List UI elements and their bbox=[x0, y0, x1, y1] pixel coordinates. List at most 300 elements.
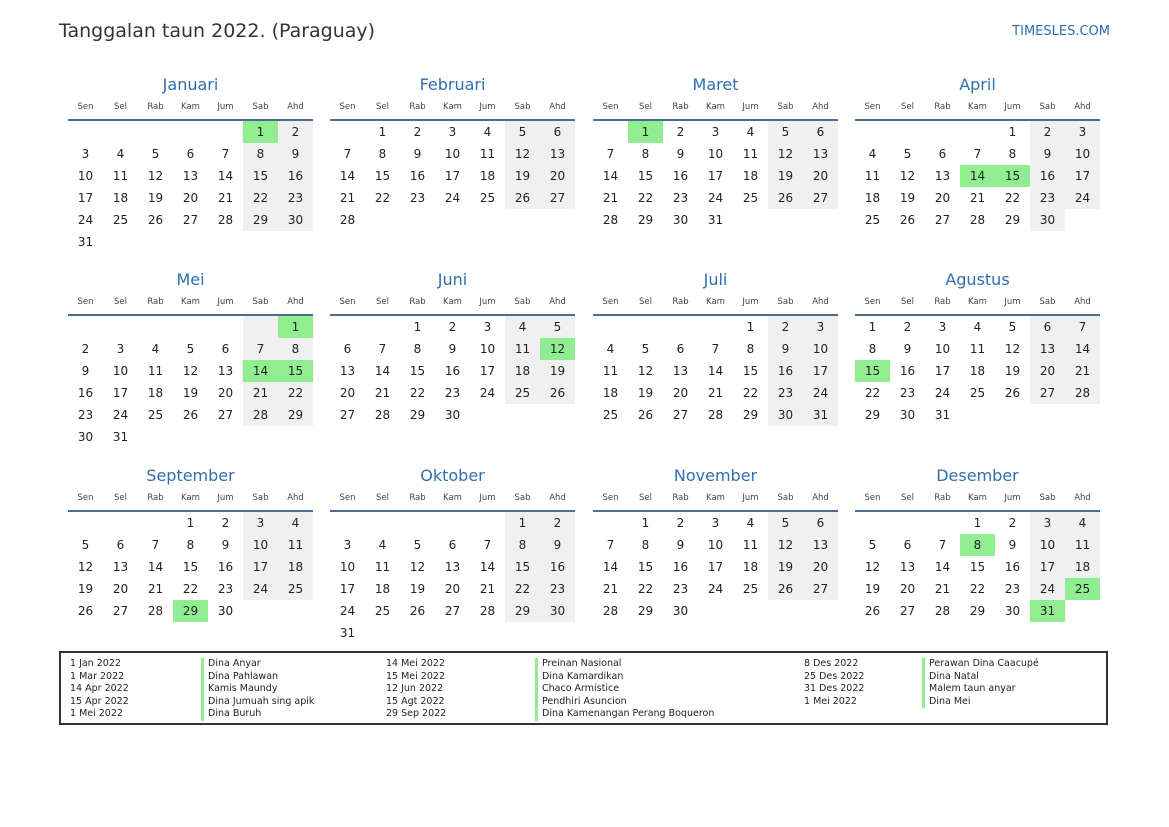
day-grid bbox=[330, 512, 575, 644]
month-name: April bbox=[959, 75, 996, 94]
weekday-label: Sen bbox=[339, 102, 356, 112]
month-mei bbox=[68, 268, 313, 448]
empty-cell bbox=[435, 512, 470, 534]
month-name: Mei bbox=[176, 270, 205, 289]
day-cell: 17 bbox=[934, 364, 951, 378]
weekend-cell: 28 bbox=[1065, 382, 1100, 404]
weekend-cell: 3 bbox=[1030, 512, 1065, 534]
day-cell: 27 bbox=[112, 604, 129, 618]
day-cell: 15 bbox=[969, 560, 986, 574]
day-grid bbox=[330, 121, 575, 231]
day-cell: 29 bbox=[409, 408, 426, 422]
day-cell: 13 bbox=[182, 169, 199, 183]
holiday-legend bbox=[59, 651, 1108, 725]
weekday-label: Ahd bbox=[549, 493, 566, 503]
day-cell: 20 bbox=[672, 386, 689, 400]
day-cell: 14 bbox=[602, 169, 619, 183]
weekday-label: Rab bbox=[147, 493, 164, 503]
weekend-cell: 24 bbox=[803, 382, 838, 404]
day-cell: 22 bbox=[637, 582, 654, 596]
day-cell: 6 bbox=[676, 342, 685, 356]
day-cell: 12 bbox=[1004, 342, 1021, 356]
day-cell: 19 bbox=[147, 191, 164, 205]
holiday-cell: 12 bbox=[540, 338, 575, 360]
day-cell: 15 bbox=[409, 364, 426, 378]
empty-cell bbox=[628, 316, 663, 338]
weekend-cell: 28 bbox=[243, 404, 278, 426]
weekend-cell: 21 bbox=[243, 382, 278, 404]
weekend-cell: 2 bbox=[540, 512, 575, 534]
weekday-label: Sen bbox=[864, 493, 881, 503]
day-cell: 29 bbox=[637, 213, 654, 227]
empty-cell bbox=[173, 121, 208, 143]
legend-dates-col-2 bbox=[386, 658, 446, 721]
empty-cell bbox=[103, 316, 138, 338]
weekend-cell: 7 bbox=[1065, 316, 1100, 338]
day-cell: 25 bbox=[742, 191, 759, 205]
day-cell: 30 bbox=[1004, 604, 1021, 618]
day-cell: 21 bbox=[934, 582, 951, 596]
day-cell: 31 bbox=[77, 235, 94, 249]
day-cell: 19 bbox=[899, 191, 916, 205]
weekend-cell: 23 bbox=[768, 382, 803, 404]
empty-cell bbox=[68, 316, 103, 338]
day-cell: 27 bbox=[217, 408, 234, 422]
day-cell: 29 bbox=[637, 604, 654, 618]
day-cell: 18 bbox=[742, 169, 759, 183]
day-cell: 12 bbox=[182, 364, 199, 378]
weekend-cell: 22 bbox=[278, 382, 313, 404]
day-cell: 9 bbox=[903, 342, 912, 356]
weekday-label: Kam bbox=[443, 297, 462, 307]
day-cell: 8 bbox=[378, 147, 387, 161]
weekend-cell: 14 bbox=[1065, 338, 1100, 360]
day-cell: 18 bbox=[864, 191, 881, 205]
weekend-cell: 9 bbox=[1030, 143, 1065, 165]
holiday-cell: 15 bbox=[855, 360, 890, 382]
day-cell: 29 bbox=[969, 604, 986, 618]
weekday-label: Rab bbox=[934, 493, 951, 503]
holiday-cell: 25 bbox=[1065, 578, 1100, 600]
day-cell: 5 bbox=[903, 147, 912, 161]
weekday-label: Sel bbox=[114, 102, 127, 112]
weekday-label: Sab bbox=[777, 493, 794, 503]
day-cell: 10 bbox=[707, 147, 724, 161]
day-cell: 3 bbox=[448, 125, 457, 139]
weekday-label: Sen bbox=[602, 493, 619, 503]
day-cell: 24 bbox=[112, 408, 129, 422]
day-cell: 23 bbox=[77, 408, 94, 422]
weekend-cell: 27 bbox=[540, 187, 575, 209]
weekend-cell: 12 bbox=[768, 143, 803, 165]
day-cell: 9 bbox=[413, 147, 422, 161]
weekend-cell: 3 bbox=[803, 316, 838, 338]
weekday-label: Kam bbox=[706, 297, 725, 307]
empty-cell bbox=[330, 316, 365, 338]
legend-date: 1 Mei 2022 bbox=[804, 695, 857, 707]
day-cell: 1 bbox=[746, 320, 755, 334]
day-cell: 22 bbox=[637, 191, 654, 205]
legend-holiday-name: Chaco Armistice bbox=[535, 683, 714, 696]
day-cell: 14 bbox=[374, 364, 391, 378]
day-cell: 19 bbox=[182, 386, 199, 400]
day-cell: 15 bbox=[637, 169, 654, 183]
day-cell: 5 bbox=[151, 147, 160, 161]
day-cell: 16 bbox=[409, 169, 426, 183]
day-cell: 28 bbox=[339, 213, 356, 227]
day-cell: 22 bbox=[374, 191, 391, 205]
weekend-cell: 5 bbox=[505, 121, 540, 143]
day-cell: 24 bbox=[934, 386, 951, 400]
weekday-label: Sen bbox=[602, 297, 619, 307]
day-cell: 6 bbox=[343, 342, 352, 356]
weekend-cell: 7 bbox=[243, 338, 278, 360]
day-cell: 3 bbox=[483, 320, 492, 334]
weekday-label: Sen bbox=[864, 297, 881, 307]
holiday-cell: 14 bbox=[243, 360, 278, 382]
weekday-label: Kam bbox=[706, 102, 725, 112]
legend-names-col-2 bbox=[535, 658, 714, 721]
day-cell: 8 bbox=[641, 147, 650, 161]
day-cell: 24 bbox=[707, 582, 724, 596]
day-cell: 28 bbox=[374, 408, 391, 422]
legend-holiday-name: Pendhiri Asuncion bbox=[535, 696, 714, 709]
day-cell: 16 bbox=[899, 364, 916, 378]
day-cell: 20 bbox=[339, 386, 356, 400]
weekday-label: Rab bbox=[672, 297, 689, 307]
day-cell: 14 bbox=[147, 560, 164, 574]
day-cell: 29 bbox=[1004, 213, 1021, 227]
weekday-header bbox=[593, 488, 838, 508]
day-cell: 18 bbox=[479, 169, 496, 183]
day-cell: 28 bbox=[602, 604, 619, 618]
weekend-cell: 25 bbox=[505, 382, 540, 404]
weekend-cell: 12 bbox=[505, 143, 540, 165]
day-cell: 30 bbox=[672, 604, 689, 618]
day-cell: 13 bbox=[112, 560, 129, 574]
weekend-cell: 11 bbox=[278, 534, 313, 556]
legend-date: 1 Mei 2022 bbox=[70, 708, 123, 720]
day-cell: 14 bbox=[339, 169, 356, 183]
weekend-cell: 26 bbox=[768, 578, 803, 600]
weekday-label: Kam bbox=[181, 493, 200, 503]
day-cell: 23 bbox=[409, 191, 426, 205]
day-cell: 17 bbox=[339, 582, 356, 596]
day-cell: 1 bbox=[1008, 125, 1017, 139]
day-cell: 13 bbox=[672, 364, 689, 378]
weekend-cell: 8 bbox=[243, 143, 278, 165]
day-cell: 27 bbox=[339, 408, 356, 422]
day-cell: 14 bbox=[602, 560, 619, 574]
day-cell: 17 bbox=[444, 169, 461, 183]
weekday-label: Rab bbox=[934, 297, 951, 307]
weekday-label: Sen bbox=[77, 297, 94, 307]
day-cell: 20 bbox=[217, 386, 234, 400]
day-cell: 7 bbox=[483, 538, 492, 552]
month-name: Oktober bbox=[420, 466, 485, 485]
day-cell: 19 bbox=[864, 582, 881, 596]
day-cell: 7 bbox=[938, 538, 947, 552]
day-cell: 1 bbox=[868, 320, 877, 334]
weekday-label: Ahd bbox=[812, 297, 829, 307]
weekend-cell: 12 bbox=[768, 534, 803, 556]
weekend-cell: 6 bbox=[803, 121, 838, 143]
day-cell: 18 bbox=[602, 386, 619, 400]
day-cell: 6 bbox=[186, 147, 195, 161]
weekend-cell: 23 bbox=[278, 187, 313, 209]
day-cell: 13 bbox=[444, 560, 461, 574]
day-grid bbox=[68, 121, 313, 253]
day-cell: 26 bbox=[77, 604, 94, 618]
day-cell: 5 bbox=[186, 342, 195, 356]
day-cell: 1 bbox=[186, 516, 195, 530]
holiday-cell: 15 bbox=[278, 360, 313, 382]
day-cell: 26 bbox=[864, 604, 881, 618]
month-april bbox=[855, 73, 1100, 231]
day-cell: 30 bbox=[444, 408, 461, 422]
weekday-header bbox=[330, 488, 575, 508]
day-cell: 16 bbox=[217, 560, 234, 574]
empty-cell bbox=[243, 316, 278, 338]
empty-cell bbox=[138, 512, 173, 534]
legend-holiday-name: Dina Natal bbox=[922, 671, 1039, 684]
empty-cell bbox=[925, 512, 960, 534]
weekend-cell: 6 bbox=[1030, 316, 1065, 338]
day-cell: 11 bbox=[112, 169, 129, 183]
day-cell: 12 bbox=[77, 560, 94, 574]
weekday-label: Jum bbox=[1004, 493, 1021, 503]
legend-date: 15 Agt 2022 bbox=[386, 695, 445, 707]
holiday-cell: 15 bbox=[995, 165, 1030, 187]
day-cell: 10 bbox=[444, 147, 461, 161]
day-cell: 5 bbox=[1008, 320, 1017, 334]
day-cell: 21 bbox=[602, 582, 619, 596]
day-cell: 6 bbox=[221, 342, 230, 356]
day-cell: 18 bbox=[112, 191, 129, 205]
weekday-label: Sen bbox=[339, 493, 356, 503]
day-cell: 17 bbox=[707, 560, 724, 574]
day-cell: 19 bbox=[1004, 364, 1021, 378]
month-name: Januari bbox=[162, 75, 219, 94]
weekday-header bbox=[330, 292, 575, 312]
weekday-label: Rab bbox=[672, 102, 689, 112]
day-cell: 17 bbox=[479, 364, 496, 378]
day-grid bbox=[68, 316, 313, 448]
day-grid bbox=[330, 316, 575, 426]
holiday-cell: 1 bbox=[243, 121, 278, 143]
day-cell: 19 bbox=[77, 582, 94, 596]
day-cell: 18 bbox=[147, 386, 164, 400]
empty-cell bbox=[400, 512, 435, 534]
page-title: Tanggalan taun 2022. (Paraguay) bbox=[59, 20, 376, 42]
empty-cell bbox=[173, 316, 208, 338]
weekday-header bbox=[68, 292, 313, 312]
day-cell: 26 bbox=[899, 213, 916, 227]
empty-cell bbox=[365, 512, 400, 534]
empty-cell bbox=[855, 512, 890, 534]
day-cell: 11 bbox=[742, 538, 759, 552]
weekday-label: Jum bbox=[742, 102, 759, 112]
day-cell: 26 bbox=[1004, 386, 1021, 400]
day-cell: 10 bbox=[479, 342, 496, 356]
day-cell: 16 bbox=[77, 386, 94, 400]
day-cell: 10 bbox=[934, 342, 951, 356]
day-cell: 8 bbox=[641, 538, 650, 552]
weekend-cell: 27 bbox=[803, 578, 838, 600]
weekday-label: Rab bbox=[147, 102, 164, 112]
weekend-cell: 18 bbox=[278, 556, 313, 578]
weekend-cell: 10 bbox=[803, 338, 838, 360]
day-cell: 2 bbox=[221, 516, 230, 530]
weekday-label: Sab bbox=[252, 102, 269, 112]
legend-dates-col-1 bbox=[70, 658, 129, 721]
weekday-label: Ahd bbox=[1074, 297, 1091, 307]
day-cell: 2 bbox=[1008, 516, 1017, 530]
legend-date: 8 Des 2022 bbox=[804, 658, 859, 669]
day-cell: 14 bbox=[479, 560, 496, 574]
day-cell: 5 bbox=[413, 538, 422, 552]
weekday-header bbox=[68, 488, 313, 508]
weekday-label: Kam bbox=[968, 493, 987, 503]
day-cell: 13 bbox=[934, 169, 951, 183]
day-cell: 3 bbox=[711, 125, 720, 139]
day-cell: 20 bbox=[899, 582, 916, 596]
weekend-cell: 5 bbox=[540, 316, 575, 338]
empty-cell bbox=[68, 121, 103, 143]
day-cell: 26 bbox=[147, 213, 164, 227]
month-name: Desember bbox=[936, 466, 1019, 485]
legend-holiday-name: Dina Pahlawan bbox=[201, 671, 314, 684]
day-cell: 10 bbox=[707, 538, 724, 552]
weekday-label: Kam bbox=[968, 102, 987, 112]
weekend-cell: 13 bbox=[540, 143, 575, 165]
weekday-label: Sab bbox=[252, 297, 269, 307]
day-cell: 9 bbox=[81, 364, 90, 378]
legend-date: 1 Jan 2022 bbox=[70, 658, 121, 669]
legend-date: 14 Apr 2022 bbox=[70, 683, 129, 695]
empty-cell bbox=[960, 121, 995, 143]
day-cell: 7 bbox=[711, 342, 720, 356]
day-cell: 2 bbox=[676, 516, 685, 530]
day-cell: 20 bbox=[934, 191, 951, 205]
day-cell: 8 bbox=[186, 538, 195, 552]
weekday-label: Rab bbox=[672, 493, 689, 503]
day-cell: 29 bbox=[864, 408, 881, 422]
weekend-cell: 15 bbox=[243, 165, 278, 187]
day-cell: 16 bbox=[672, 560, 689, 574]
weekend-cell: 17 bbox=[1065, 165, 1100, 187]
weekend-cell: 5 bbox=[768, 121, 803, 143]
weekend-cell: 25 bbox=[278, 578, 313, 600]
day-cell: 23 bbox=[672, 191, 689, 205]
day-cell: 10 bbox=[112, 364, 129, 378]
day-cell: 24 bbox=[707, 191, 724, 205]
day-cell: 22 bbox=[409, 386, 426, 400]
day-cell: 27 bbox=[899, 604, 916, 618]
weekday-header bbox=[855, 488, 1100, 508]
day-cell: 18 bbox=[742, 560, 759, 574]
weekday-label: Sel bbox=[114, 493, 127, 503]
day-cell: 7 bbox=[606, 538, 615, 552]
weekend-cell: 6 bbox=[540, 121, 575, 143]
weekend-cell: 27 bbox=[1030, 382, 1065, 404]
day-cell: 27 bbox=[444, 604, 461, 618]
legend-date: 1 Mar 2022 bbox=[70, 670, 125, 682]
day-cell: 26 bbox=[637, 408, 654, 422]
weekday-label: Rab bbox=[409, 493, 426, 503]
weekday-label: Sel bbox=[901, 102, 914, 112]
day-cell: 3 bbox=[81, 147, 90, 161]
legend-date: 15 Mei 2022 bbox=[386, 670, 445, 682]
day-cell: 15 bbox=[182, 560, 199, 574]
day-cell: 15 bbox=[742, 364, 759, 378]
legend-names-col-3 bbox=[922, 658, 1039, 708]
weekend-cell: 23 bbox=[1030, 187, 1065, 209]
weekend-cell: 19 bbox=[768, 556, 803, 578]
day-cell: 17 bbox=[707, 169, 724, 183]
day-cell: 12 bbox=[409, 560, 426, 574]
legend-date: 31 Des 2022 bbox=[804, 683, 865, 695]
weekend-cell: 19 bbox=[540, 360, 575, 382]
holiday-cell: 8 bbox=[960, 534, 995, 556]
weekend-cell: 20 bbox=[1030, 360, 1065, 382]
day-cell: 14 bbox=[934, 560, 951, 574]
empty-cell bbox=[208, 316, 243, 338]
month-name: Juni bbox=[437, 270, 468, 289]
month-desember bbox=[855, 464, 1100, 622]
weekend-cell: 22 bbox=[505, 578, 540, 600]
weekend-cell: 11 bbox=[1065, 534, 1100, 556]
weekday-label: Ahd bbox=[1074, 102, 1091, 112]
weekday-label: Ahd bbox=[1074, 493, 1091, 503]
weekday-label: Kam bbox=[181, 102, 200, 112]
weekday-label: Jum bbox=[217, 493, 234, 503]
weekday-header bbox=[855, 97, 1100, 117]
day-cell: 11 bbox=[602, 364, 619, 378]
day-cell: 24 bbox=[479, 386, 496, 400]
day-cell: 3 bbox=[116, 342, 125, 356]
day-cell: 4 bbox=[151, 342, 160, 356]
day-cell: 30 bbox=[672, 213, 689, 227]
site-link[interactable]: TIMESLES.COM bbox=[1012, 24, 1110, 39]
weekday-label: Rab bbox=[409, 297, 426, 307]
month-januari bbox=[68, 73, 313, 253]
legend-holiday-name: Perawan Dina Caacupé bbox=[922, 658, 1039, 671]
day-cell: 2 bbox=[448, 320, 457, 334]
weekday-label: Jum bbox=[479, 102, 496, 112]
weekend-cell: 19 bbox=[505, 165, 540, 187]
day-cell: 20 bbox=[444, 582, 461, 596]
day-cell: 24 bbox=[339, 604, 356, 618]
day-cell: 28 bbox=[147, 604, 164, 618]
holiday-cell: 14 bbox=[960, 165, 995, 187]
weekend-cell: 30 bbox=[278, 209, 313, 231]
day-cell: 2 bbox=[676, 125, 685, 139]
holiday-cell: 1 bbox=[278, 316, 313, 338]
day-cell: 21 bbox=[339, 191, 356, 205]
weekend-cell: 1 bbox=[505, 512, 540, 534]
day-cell: 1 bbox=[973, 516, 982, 530]
day-cell: 10 bbox=[77, 169, 94, 183]
day-cell: 13 bbox=[899, 560, 916, 574]
weekend-cell: 20 bbox=[803, 165, 838, 187]
legend-date: 25 Des 2022 bbox=[804, 670, 865, 682]
weekday-label: Ahd bbox=[549, 102, 566, 112]
legend-holiday-name: Kamis Maundy bbox=[201, 683, 314, 696]
day-cell: 13 bbox=[217, 364, 234, 378]
weekday-header bbox=[68, 97, 313, 117]
day-cell: 26 bbox=[409, 604, 426, 618]
